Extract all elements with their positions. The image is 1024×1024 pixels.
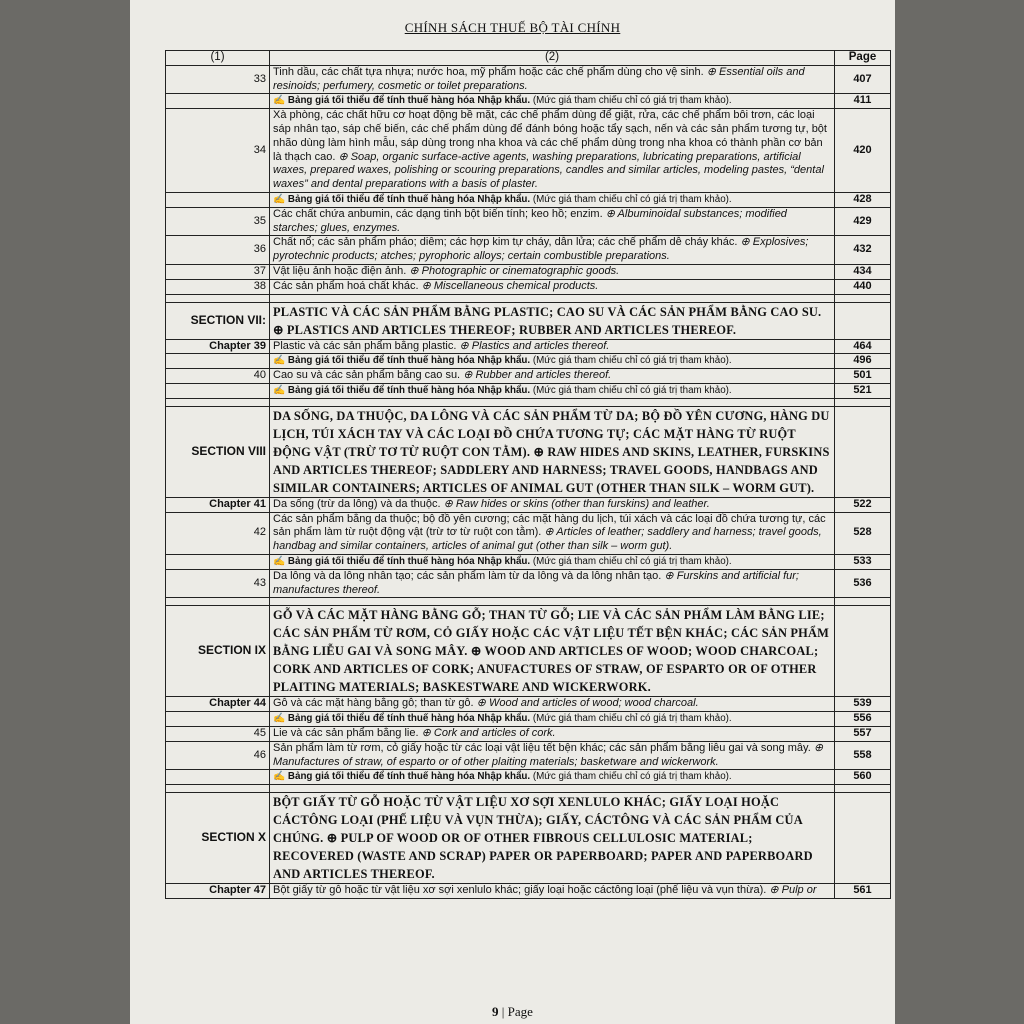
- section-page-cell: [835, 606, 891, 697]
- page-number-cell: 560: [835, 770, 891, 785]
- chapter-number: 46: [166, 741, 270, 770]
- chapter-number: [166, 192, 270, 207]
- page-number-cell: 428: [835, 192, 891, 207]
- spacer-cell: [166, 598, 270, 606]
- reference-note: (Mức giá tham chiếu chỉ có giá trị tham khảo).: [532, 193, 732, 205]
- chapter-number: 38: [166, 279, 270, 294]
- chapter-description: [270, 554, 835, 569]
- reference-text: ✍ Bảng giá tối thiểu để tính thuế hàng hóa Nhập khẩu.: [273, 193, 531, 205]
- page-number-cell: 557: [835, 726, 891, 741]
- chapter-description: [270, 741, 835, 770]
- column-header-2: (2): [270, 51, 835, 66]
- description-vi: Sản phẩm làm từ rơm, cỏ giấy hoặc từ các loại vật liệu tết bện khác; các sản phẩm bằng liễu gai và song mây.: [273, 741, 811, 754]
- page-number-cell: 536: [835, 569, 891, 598]
- description-vi: Vật liệu ảnh hoặc điện ảnh.: [273, 264, 407, 277]
- chapter-number: [166, 383, 270, 398]
- spacer-cell: [835, 785, 891, 793]
- page-number-cell: 432: [835, 236, 891, 265]
- column-header-page: Page: [835, 51, 891, 66]
- chapter-description: [270, 94, 835, 109]
- reference-text: ✍ Bảng giá tối thiểu để tính thuế hàng hóa Nhập khẩu.: [273, 384, 531, 396]
- spacer-cell: [270, 294, 835, 302]
- chapter-row: [166, 207, 891, 236]
- chapter-number: [166, 554, 270, 569]
- description-vi: Lie và các sản phẩm bằng lie.: [273, 726, 419, 739]
- section-page-cell: [835, 793, 891, 884]
- description-vi: Cao su và các sản phẩm bằng cao su.: [273, 369, 461, 382]
- page-number-cell: 561: [835, 884, 891, 899]
- chapter-description: [270, 207, 835, 236]
- chapter-number: 34: [166, 109, 270, 193]
- chapter-number: Chapter 47: [166, 884, 270, 899]
- section-label: SECTION VIII: [166, 406, 270, 497]
- section-title: BỘT GIẤY TỪ GỖ HOẶC TỪ VẬT LIỆU XƠ SỢI XENLULO KHÁC; GIẤY LOẠI HOẶC CÁCTÔNG LOẠI (PHẾ LIỆU VÀ VỤN THỪA); GIẤY, CÁCTÔNG VÀ CÁC SẢN PHẨM CỦA CHÚNG. ⊕ PULP OF WOOD OR OF OTHER FIBROUS CELLULOSIC MATERIAL; RECOVERED (WASTE AND SCRAP) PAPER OR PAPERBOARD; PAPER AND PAPERBOARD AND ARTICLES THEREOF.: [270, 793, 835, 884]
- chapter-description: [270, 65, 835, 94]
- chapter-row: [166, 109, 891, 193]
- page-number-cell: 440: [835, 279, 891, 294]
- chapter-description: [270, 354, 835, 369]
- reference-row: [166, 94, 891, 109]
- description-en: ⊕ Raw hides or skins (other than furskins) and leather.: [443, 497, 710, 510]
- description-vi: Các sản phẩm hoá chất khác.: [273, 279, 419, 292]
- chapter-description: [270, 369, 835, 384]
- section-row: [166, 793, 891, 884]
- description-en: ⊕ Furskins and artificial fur; manufactures thereof.: [273, 569, 799, 596]
- chapter-number: [166, 94, 270, 109]
- description-en: ⊕ Photographic or cinematographic goods.: [409, 264, 620, 277]
- chapter-description: [270, 339, 835, 354]
- chapter-number: [166, 712, 270, 727]
- chapter-row: [166, 65, 891, 94]
- page-number-cell: 429: [835, 207, 891, 236]
- section-row: [166, 606, 891, 697]
- page-number-cell: 521: [835, 383, 891, 398]
- description-vi: Các sản phẩm bằng da thuộc; bộ đồ yên cương; các mặt hàng du lịch, túi xách và các loại đồ chứa tương tự, các sản phẩm làm từ ruột động vật (trừ tơ từ ruột con tằm).: [273, 512, 826, 539]
- description-en: ⊕ Articles of leather; saddlery and harness; travel goods, handbag and similar containers, articles of animal gut (other than silk – worm gut).: [273, 526, 822, 553]
- spacer-row: [166, 785, 891, 793]
- chapter-number: 33: [166, 65, 270, 94]
- chapter-row: [166, 264, 891, 279]
- chapter-number: Chapter 44: [166, 697, 270, 712]
- contents-table: [165, 50, 891, 899]
- reference-text: ✍ Bảng giá tối thiểu để tính thuế hàng hóa Nhập khẩu.: [273, 95, 531, 107]
- description-vi: Xà phòng, các chất hữu cơ hoạt động bề mặt, các chế phẩm dùng để giặt, rửa, các chế phẩm bôi trơn, các loại sáp nhân tạo, sáp chế biến, các chế phẩm dùng để đánh bóng hoặc tẩy sạch, nến và các sản phẩm tương tự, bột nhão dùng làm hình mẫu, sáp dùng trong nha khoa và các chế phẩm dùng trong nha khoa có thành phần cơ bản là thạch cao.: [273, 109, 827, 163]
- reference-text: ✍ Bảng giá tối thiểu để tính thuế hàng hóa Nhập khẩu.: [273, 713, 531, 725]
- page-number-cell: 496: [835, 354, 891, 369]
- chapter-row: [166, 512, 891, 554]
- chapter-description: [270, 109, 835, 193]
- description-en: ⊕ Wood and articles of wood; wood charcoal.: [476, 697, 699, 710]
- description-vi: Chất nổ; các sản phẩm pháo; diêm; các hợp kim tự cháy, dẫn lửa; các chế phẩm dễ cháy khác.: [273, 236, 738, 249]
- chapter-description: [270, 726, 835, 741]
- section-title: DA SỐNG, DA THUỘC, DA LÔNG VÀ CÁC SẢN PHẨM TỪ DA; BỘ ĐỒ YÊN CƯƠNG, HÀNG DU LỊCH, TÚI XÁCH TAY VÀ CÁC LOẠI ĐỒ CHỨA TƯƠNG TỰ; CÁC MẶT HÀNG TỪ RUỘT ĐỘNG VẬT (TRỪ TƠ TỪ RUỘT CON TẰM). ⊕ RAW HIDES AND SKINS, LEATHER, FURSKINS AND ARTICLES THEREOF; SADDLERY AND HARNESS; TRAVEL GOODS, HANDBAGS AND SIMILAR CONTAINERS; ARTICLES OF ANIMAL GUT (OTHER THAN SILK – WORM GUT).: [270, 406, 835, 497]
- description-vi: Da sống (trừ da lông) và da thuộc.: [273, 497, 441, 510]
- chapter-number: 40: [166, 369, 270, 384]
- reference-note: (Mức giá tham chiếu chỉ có giá trị tham khảo).: [532, 771, 732, 783]
- page-footer: [130, 1004, 895, 1020]
- spacer-cell: [270, 785, 835, 793]
- description-vi: Da lông và da lông nhân tạo; các sản phẩm làm từ da lông và da lông nhân tạo.: [273, 569, 662, 582]
- chapter-description: [270, 264, 835, 279]
- description-en: ⊕ Plastics and articles thereof.: [459, 339, 610, 352]
- description-vi: Các chất chứa anbumin, các dạng tinh bột biến tính; keo hồ; enzim.: [273, 207, 603, 220]
- reference-note: (Mức giá tham chiếu chỉ có giá trị tham khảo).: [532, 384, 732, 396]
- reference-text: ✍ Bảng giá tối thiểu để tính thuế hàng hóa Nhập khẩu.: [273, 771, 531, 783]
- chapter-description: [270, 512, 835, 554]
- chapter-row: [166, 726, 891, 741]
- reference-row: [166, 712, 891, 727]
- chapter-number: 45: [166, 726, 270, 741]
- chapter-description: [270, 192, 835, 207]
- reference-text: ✍ Bảng giá tối thiểu để tính thuế hàng hóa Nhập khẩu.: [273, 355, 531, 367]
- chapter-number: [166, 770, 270, 785]
- chapter-description: [270, 236, 835, 265]
- chapter-number: 43: [166, 569, 270, 598]
- spacer-row: [166, 294, 891, 302]
- table-header-row: [166, 51, 891, 66]
- description-en: ⊕ Cork and articles of cork.: [421, 726, 556, 739]
- page-word: Page: [507, 1004, 533, 1019]
- description-en: ⊕ Explosives; pyrotechnic products; atches; pyrophoric alloys; certain combustible preparations.: [273, 236, 809, 263]
- description-en: ⊕ Albuminoidal substances; modified starches; glues, enzymes.: [273, 207, 787, 234]
- description-en: ⊕ Manufactures of straw, of esparto or of other plaiting materials; basketware and wickerwork.: [273, 741, 824, 768]
- section-label: SECTION X: [166, 793, 270, 884]
- page-number-cell: 464: [835, 339, 891, 354]
- chapter-description: [270, 770, 835, 785]
- section-page-cell: [835, 406, 891, 497]
- reference-note: (Mức giá tham chiếu chỉ có giá trị tham khảo).: [532, 95, 732, 107]
- spacer-cell: [166, 398, 270, 406]
- section-title: GỖ VÀ CÁC MẶT HÀNG BẰNG GỖ; THAN TỪ GỖ; LIE VÀ CÁC SẢN PHẨM LÀM BẰNG LIE; CÁC SẢN PHẨM TỪ RƠM, CỎ GIẤY HOẶC CÁC VẬT LIỆU TẾT BỆN KHÁC; CÁC SẢN PHẨM BẰNG LIỄU GAI VÀ SONG MÂY. ⊕ WOOD AND ARTICLES OF WOOD; WOOD CHARCOAL; CORK AND ARTICLES OF CORK; ANUFACTURES OF STRAW, OF ESPARTO OR OF OTHER PLAITING MATERIALS; BASKESTWARE AND WICKERWORK.: [270, 606, 835, 697]
- spacer-row: [166, 398, 891, 406]
- page-number-cell: 556: [835, 712, 891, 727]
- page-number-cell: 539: [835, 697, 891, 712]
- chapter-row: [166, 697, 891, 712]
- section-label: SECTION VII:: [166, 302, 270, 339]
- chapter-description: [270, 569, 835, 598]
- page-number-cell: 434: [835, 264, 891, 279]
- reference-note: (Mức giá tham chiếu chỉ có giá trị tham khảo).: [532, 555, 732, 567]
- column-header-1: (1): [166, 51, 270, 66]
- description-en: ⊕ Rubber and articles thereof.: [463, 369, 612, 382]
- chapter-row: [166, 279, 891, 294]
- reference-row: [166, 192, 891, 207]
- reference-row: [166, 554, 891, 569]
- spacer-cell: [835, 598, 891, 606]
- page-number-cell: 420: [835, 109, 891, 193]
- page-number-cell: 528: [835, 512, 891, 554]
- reference-row: [166, 770, 891, 785]
- spacer-cell: [166, 785, 270, 793]
- description-en: ⊕ Soap, organic surface-active agents, washing preparations, lubricating preparations, artificial waxes, prepared waxes, polishing or scouring preparations, candles and similar articles, modeling pastes, “dental waxes” and dental preparations with a basis of plaster.: [273, 150, 824, 191]
- page-number-cell: 522: [835, 497, 891, 512]
- page-header: CHÍNH SÁCH THUẾ BỘ TÀI CHÍNH: [404, 20, 621, 35]
- section-row: [166, 302, 891, 339]
- section-page-cell: [835, 302, 891, 339]
- reference-note: (Mức giá tham chiếu chỉ có giá trị tham khảo).: [532, 355, 732, 367]
- page-number-cell: 533: [835, 554, 891, 569]
- chapter-row: [166, 741, 891, 770]
- chapter-number: 37: [166, 264, 270, 279]
- section-label: SECTION IX: [166, 606, 270, 697]
- chapter-description: [270, 383, 835, 398]
- page-number-cell: 501: [835, 369, 891, 384]
- chapter-number: Chapter 41: [166, 497, 270, 512]
- chapter-number: Chapter 39: [166, 339, 270, 354]
- chapter-description: [270, 712, 835, 727]
- spacer-cell: [270, 398, 835, 406]
- section-title: PLASTIC VÀ CÁC SẢN PHẨM BẰNG PLASTIC; CAO SU VÀ CÁC SẢN PHẨM BẰNG CAO SU. ⊕ PLASTICS AND ARTICLES THEREOF; RUBBER AND ARTICLES THEREOF.: [270, 302, 835, 339]
- footer-separator: |: [498, 1004, 508, 1019]
- chapter-row: [166, 497, 891, 512]
- chapter-number: 42: [166, 512, 270, 554]
- description-en: ⊕ Essential oils and resinoids; perfumery, cosmetic or toilet preparations.: [273, 65, 805, 92]
- reference-row: [166, 354, 891, 369]
- chapter-description: [270, 279, 835, 294]
- chapter-number: [166, 354, 270, 369]
- description-vi: Bột giấy từ gỗ hoặc từ vật liệu xơ sợi xenlulo khác; giấy loại hoặc cáctông loại (phế liệu và vụn thừa).: [273, 884, 767, 897]
- chapter-row: [166, 236, 891, 265]
- spacer-cell: [270, 598, 835, 606]
- page-number-cell: 558: [835, 741, 891, 770]
- chapter-description: [270, 884, 835, 899]
- spacer-cell: [166, 294, 270, 302]
- reference-note: (Mức giá tham chiếu chỉ có giá trị tham khảo).: [532, 713, 732, 725]
- section-row: [166, 406, 891, 497]
- chapter-description: [270, 497, 835, 512]
- description-en: ⊕ Miscellaneous chemical products.: [421, 279, 599, 292]
- reference-row: [166, 383, 891, 398]
- description-vi: Plastic và các sản phẩm bằng plastic.: [273, 339, 457, 352]
- chapter-row: [166, 884, 891, 899]
- chapter-number: 36: [166, 236, 270, 265]
- reference-text: ✍ Bảng giá tối thiểu để tính thuế hàng hóa Nhập khẩu.: [273, 555, 531, 567]
- spacer-cell: [835, 294, 891, 302]
- page-number-cell: 407: [835, 65, 891, 94]
- page-number-cell: 411: [835, 94, 891, 109]
- page-number: 9: [492, 1004, 499, 1019]
- chapter-number: 35: [166, 207, 270, 236]
- spacer-row: [166, 598, 891, 606]
- description-vi: Tinh dầu, các chất tựa nhựa; nước hoa, mỹ phẩm hoặc các chế phẩm dùng cho vệ sinh.: [273, 65, 704, 78]
- chapter-row: [166, 339, 891, 354]
- description-vi: Gỗ và các mặt hàng bằng gỗ; than từ gỗ.: [273, 697, 474, 710]
- chapter-description: [270, 697, 835, 712]
- chapter-row: [166, 369, 891, 384]
- spacer-cell: [835, 398, 891, 406]
- description-en: ⊕ Pulp or: [769, 884, 817, 897]
- chapter-row: [166, 569, 891, 598]
